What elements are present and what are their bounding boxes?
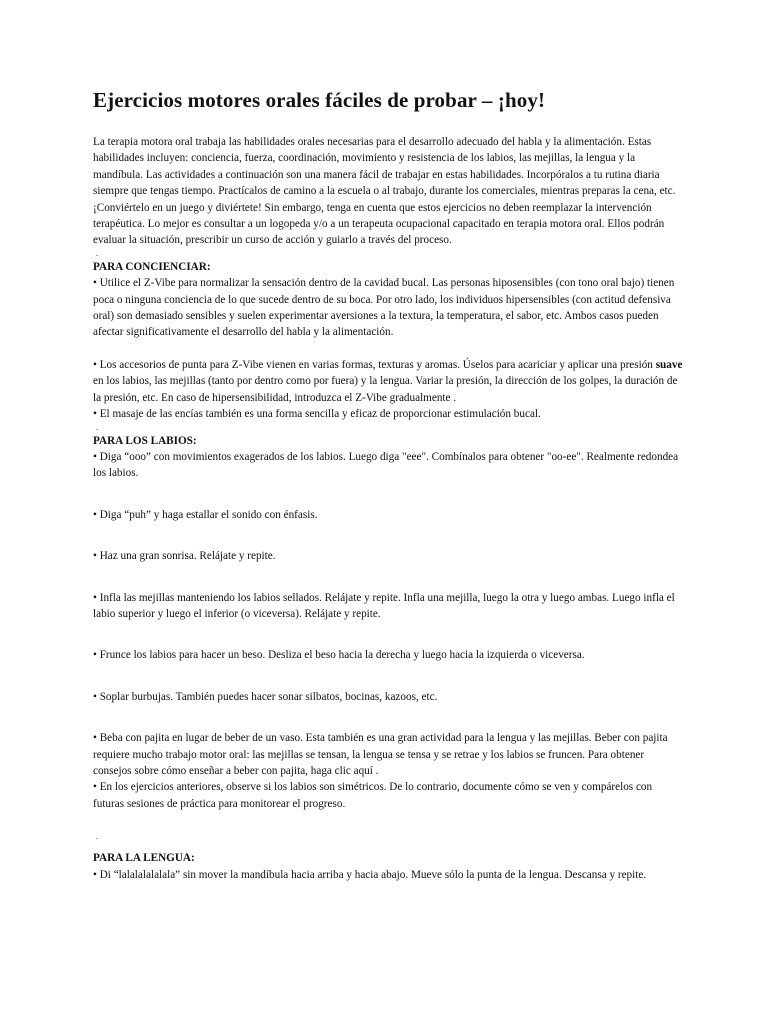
list-item: • Utilice el Z-Vibe para normalizar la sensación dentro de la cavidad bucal. Las personas hiposensibles (con tono oral bajo) tienen poca o ninguna conciencia de lo que sucede dentro de su boca. Por otro lado, los individuos hipersensibles (con actitud defensiva oral) son demasiado sensibles y suelen experimentar aversiones a la textura, la temperatura, el sabor, etc. Ambos casos pueden afectar significativamente el desarrollo del habla y la alimentación.: [93, 277, 675, 339]
section-heading-lengua: PARA LA LENGUA:: [93, 852, 195, 865]
list-item: • Haz una gran sonrisa. Relájate y repite.: [93, 550, 276, 563]
section-heading-conciencia: PARA CONCIENCIAR:: [93, 260, 211, 273]
separator-dot: .: [96, 248, 98, 258]
list-item: • Infla las mejillas manteniendo los labios sellados. Relájate y repite. Infla una mejilla, luego la otra y luego ambas. Luego infla el labio superior y luego el inferior (o viceversa). Relájate y repite.: [93, 591, 675, 620]
list-item: • Diga “ooo” con movimientos exagerados de los labios. Luego diga "eee". Combínalos para obtener "oo-ee". Realmente redondea los labios.: [93, 450, 679, 480]
document-page: [93, 86, 683, 883]
intro-paragraph: La terapia motora oral trabaja las habilidades orales necesarias para el desarrollo adecuado del habla y la alimentación. Estas habilidades incluyen: conciencia, fuerza, coordinación, movimiento y resistencia de los labios, las mejillas, la lengua y la mandíbula. Las actividades a continuación son una manera fácil de trabajar en estas habilidades. Incorpóralos a tu rutina diaria siempre que tengas tiempo. Practícalos de camino a la escuela o al trabajo, durante los comerciales, mientras preparas la cena, etc. ¡Conviértelo en un juego y diviértete! Sin embargo, tenga en cuenta que estos ejercicios no deben reemplazar la intervención terapéutica. Lo mejor es consultar a un logopeda y/o a un terapeuta ocupacional capacitado en terapia motora oral. Ellos podrán evaluar la situación, prescribir un curso de acción y guiarlo a través del proceso.: [93, 136, 676, 247]
list-item: • Di “lalalalalalala” sin mover la mandíbula hacia arriba y hacia abajo. Mueve sólo la punta de la lengua. Descansa y repite.: [93, 868, 647, 881]
separator-dot: .: [96, 422, 98, 432]
document-title: Ejercicios motores orales fáciles de probar – ¡hoy!: [93, 88, 546, 112]
list-item-text: • Los accesorios de punta para Z-Vibe vienen en varias formas, texturas y aromas. Úselos para acariciar y aplicar una presión: [93, 358, 656, 371]
list-item: • El masaje de las encías también es una forma sencilla y eficaz de proporcionar estimulación bucal.: [93, 408, 541, 421]
section-heading-labios: PARA LOS LABIOS:: [93, 434, 197, 447]
list-item-text: en los labios, las mejillas (tanto por dentro como por fuera) y la lengua. Variar la presión, la dirección de los golpes, la duración de la presión, etc. En caso de hipersensibilidad, introduzca el Z-Vibe gradualmente .: [93, 375, 678, 404]
list-item: • Diga “puh” y haga estallar el sonido con énfasis.: [93, 508, 318, 521]
bold-word: suave: [655, 358, 683, 371]
list-item: [93, 357, 683, 406]
list-item: • En los ejercicios anteriores, observe si los labios son simétricos. De lo contrario, documente cómo se ven y compárelos con futuras sesiones de práctica para monitorear el progreso.: [93, 781, 653, 810]
list-item: • Soplar burbujas. También puedes hacer sonar silbatos, bocinas, kazoos, etc.: [93, 690, 438, 703]
separator-dot: .: [96, 832, 98, 842]
list-item: • Beba con pajita en lugar de beber de un vaso. Esta también es una gran actividad para la lengua y las mejillas. Beber con pajita requiere mucho trabajo motor oral: las mejillas se tensan, la lengua se tensa y se retrae y los labios se fruncen. Para obtener consejos sobre cómo enseñar a beber con pajita, haga clic aquí .: [93, 732, 668, 777]
list-item: • Frunce los labios para hacer un beso. Desliza el beso hacia la derecha y luego hacia la izquierda o viceversa.: [93, 649, 585, 662]
